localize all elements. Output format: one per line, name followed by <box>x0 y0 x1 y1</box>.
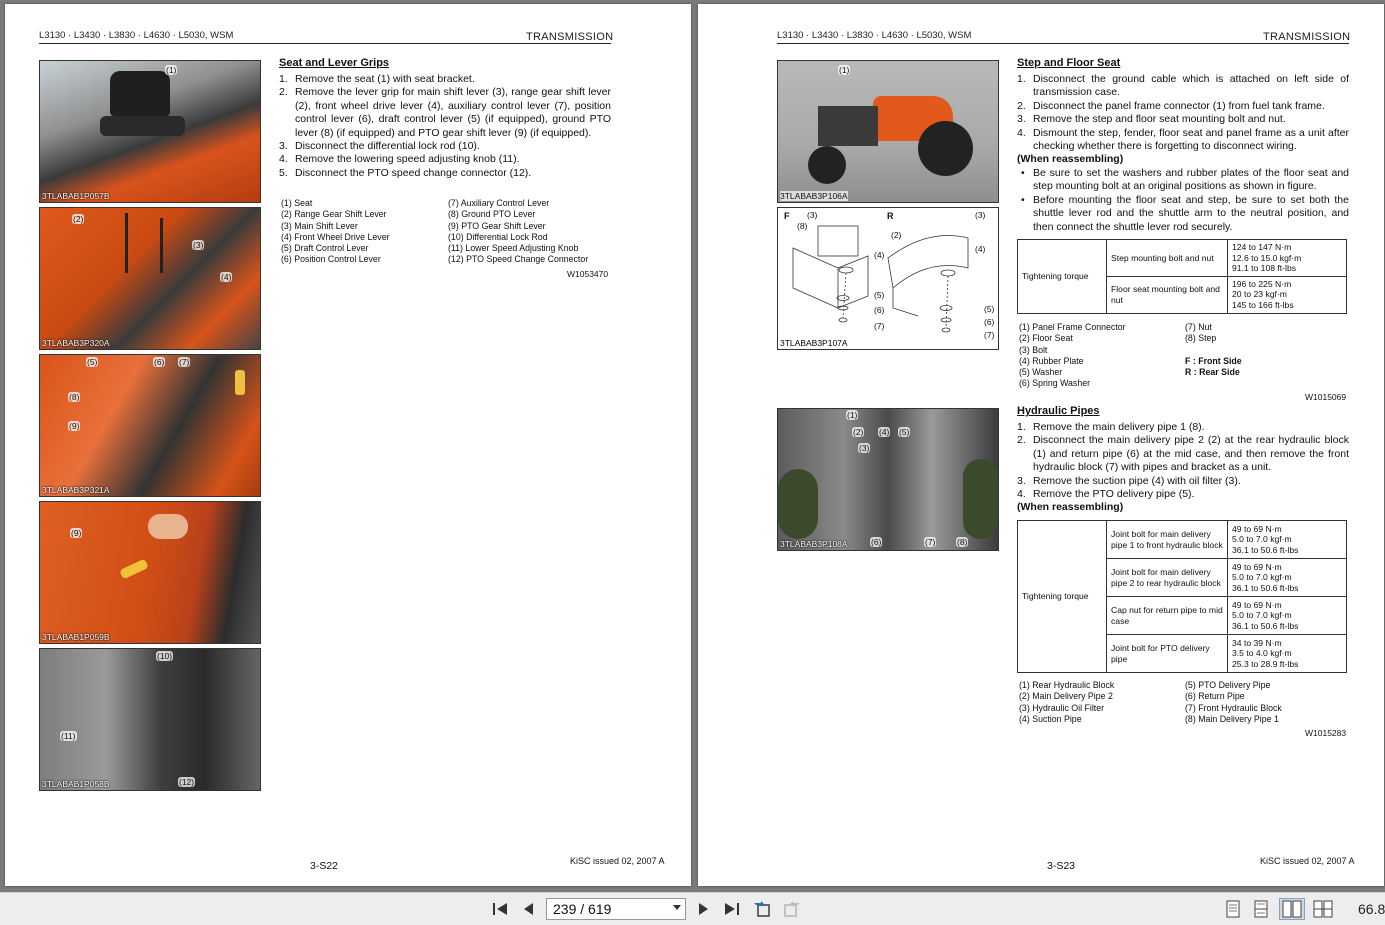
callout: (6) <box>154 357 165 367</box>
front-side-label: F <box>784 211 790 221</box>
photo-levers <box>39 207 261 350</box>
legend-item: R : Rear Side <box>1185 367 1240 378</box>
first-page-icon <box>491 901 509 917</box>
torque-value: 145 to 166 ft-lbs <box>1232 299 1294 310</box>
legend-item: (1) Panel Frame Connector <box>1019 322 1126 332</box>
legend-item: F : Front Side <box>1185 355 1242 366</box>
step-text: Remove the lever grip for main shift lever (3), range gear shift lever (2), front wheel drive lever (4), auxiliary control lever (7), position control lever (6), draft control lever (5) (if equipped), ground PTO lever (8) (if equipped) and PTO gear shift lever (9) (if equipped). <box>295 86 611 139</box>
photo-code: 3TLABAB1P059B <box>42 632 110 642</box>
step-number: 1. <box>279 73 288 85</box>
callout: (7) <box>874 321 885 331</box>
legend-col-left <box>1019 680 1114 725</box>
photo-lever-grips <box>39 354 261 497</box>
step-text: Remove the suction pipe (4) with oil filter (3). <box>1033 474 1241 487</box>
header-rule <box>39 43 611 44</box>
callout: (4) <box>221 272 232 282</box>
step-text: Remove the lowering speed adjusting knob (11). <box>295 153 520 166</box>
callout: (8) <box>957 537 968 547</box>
torque-value: 124 to 147 N·m <box>1232 242 1292 252</box>
callout: (9) <box>71 528 82 538</box>
legend-item: (4) Rubber Plate <box>1019 355 1084 366</box>
last-page-icon <box>723 901 741 917</box>
callout: (2) <box>853 427 864 437</box>
diagram-code: 3TLABAB3P107A <box>780 338 848 348</box>
rear-wheel-shape <box>918 121 973 176</box>
step-number: 2. <box>1017 434 1026 447</box>
continuous-view-button[interactable] <box>1250 898 1272 920</box>
step-number: 2. <box>1017 99 1026 112</box>
knob-shape <box>235 370 245 395</box>
reassembling-label: (When reassembling) <box>1017 501 1124 513</box>
callout: (3) <box>807 210 818 220</box>
step-list <box>279 73 611 180</box>
tire-shape <box>778 469 818 539</box>
forward-view-button[interactable] <box>780 898 804 920</box>
step-text: Disconnect the differential lock rod (10). <box>295 140 480 153</box>
legend-item: (10) Differential Lock Rod <box>448 231 548 242</box>
back-view-button[interactable] <box>750 898 774 920</box>
legend-item: (1) Seat <box>281 198 313 208</box>
callout: (4) <box>975 244 986 254</box>
page-indicator-select[interactable] <box>546 898 686 920</box>
two-page-view-button[interactable] <box>1279 898 1305 920</box>
callout: (5) <box>899 427 910 437</box>
callout: (1) <box>839 65 850 75</box>
callout: (5) <box>874 290 885 300</box>
callout: (5) <box>984 304 995 314</box>
two-page-continuous-icon <box>1313 900 1333 918</box>
torque-values <box>1228 276 1347 313</box>
step-item <box>279 73 611 86</box>
step-number: 5. <box>279 166 288 179</box>
continuous-page-icon <box>1254 900 1268 918</box>
step-text: Remove the PTO delivery pipe (5). <box>1033 488 1195 501</box>
torque-item: Joint bolt for PTO delivery pipe <box>1107 635 1228 673</box>
bullet-item: • Be sure to set the washers and rubber plates of the floor seat and step mounting bolt at an original positions as shown in figure. <box>1017 167 1349 194</box>
prev-page-icon <box>521 901 535 917</box>
callout: (11) <box>61 731 76 741</box>
first-page-button[interactable] <box>488 898 512 920</box>
right-page <box>698 4 1384 886</box>
callout: (4) <box>874 250 885 260</box>
callout: (7) <box>179 357 190 367</box>
callout: (9) <box>69 421 80 431</box>
next-page-button[interactable] <box>692 898 716 920</box>
legend-item: (7) Front Hydraulic Block <box>1185 702 1282 713</box>
step-item <box>1017 488 1349 501</box>
legend-item: (2) Floor Seat <box>1019 333 1073 344</box>
legend-item: (6) Return Pipe <box>1185 691 1245 702</box>
legend-item: (7) Nut <box>1185 322 1212 332</box>
chevron-down-icon <box>673 905 681 910</box>
legend-col-right <box>448 198 588 266</box>
legend-item: (4) Front Wheel Drive Lever <box>281 231 390 242</box>
legend-item: (2) Range Gear Shift Lever <box>281 209 387 220</box>
legend-item: (1) Rear Hydraulic Block <box>1019 680 1115 690</box>
issued-note: KiSC issued 02, 2007 A <box>1260 856 1355 866</box>
next-page-icon <box>697 901 711 917</box>
step-text: Disconnect the PTO speed change connector (12). <box>295 166 532 179</box>
page-indicator-text: 239 / 619 <box>553 901 612 917</box>
torque-value: 5.0 to 7.0 kgf·m <box>1232 610 1292 621</box>
legend-item: (3) Bolt <box>1019 344 1048 355</box>
legend-item: (3) Main Shift Lever <box>281 220 358 231</box>
step-item <box>1017 100 1349 113</box>
callout: (3) <box>975 210 986 220</box>
step-number: 4. <box>1017 126 1026 139</box>
torque-value: 5.0 to 7.0 kgf·m <box>1232 534 1292 545</box>
parts-legend <box>1019 680 1349 728</box>
legend-col-right <box>1185 680 1282 725</box>
photo-code: 3TLABAB1P057B <box>42 191 110 201</box>
torque-values <box>1228 597 1347 635</box>
callout: (2) <box>73 214 84 224</box>
hand-shape <box>148 514 188 539</box>
step-text: Disconnect the panel frame connector (1) from fuel tank frame. <box>1033 99 1325 112</box>
photo-seat <box>39 60 261 203</box>
step-number: 3. <box>279 140 288 153</box>
torque-label: Tightening torque <box>1018 521 1107 673</box>
torque-item: Step mounting bolt and nut <box>1107 240 1228 277</box>
step-number: 4. <box>279 153 288 166</box>
header-models: L3130 · L3430 · L3830 · L4630 · L5030, WSM <box>777 30 972 41</box>
header-rule <box>777 43 1349 44</box>
photo-diff-lock <box>39 648 261 791</box>
front-wheel-shape <box>808 146 846 184</box>
legend-item: (6) Position Control Lever <box>281 254 381 265</box>
section-title: Step and Floor Seat <box>1017 57 1121 69</box>
step-text: Remove the step and floor seat mounting bolt and nut. <box>1033 113 1286 126</box>
torque-item: Floor seat mounting bolt and nut <box>1107 276 1228 313</box>
seat-base-shape <box>100 116 185 136</box>
step-number: 3. <box>1017 474 1026 487</box>
callout: (7) <box>925 537 936 547</box>
step-item <box>1017 434 1349 474</box>
bullet-item: • Before mounting the floor seat and step, be sure to set both the shuttle lever rod and the shuttle arm to the neutral position, and then connect the shuttle lever rod securely. <box>1017 194 1349 234</box>
page-number: 3-S23 <box>1047 860 1076 872</box>
photo-pto-lever <box>39 501 261 644</box>
legend-item: (5) Washer <box>1019 367 1063 378</box>
legend-spacer <box>1185 345 1242 356</box>
single-page-icon <box>1226 900 1240 918</box>
legend-item: (9) PTO Gear Shift Lever <box>448 220 546 231</box>
callout: (2) <box>891 230 902 240</box>
photo-code: 3TLABAB3P321A <box>42 485 110 495</box>
legend-item: (8) Ground PTO Lever <box>448 209 536 220</box>
callout: (10) <box>157 651 173 661</box>
step-text: Remove the seat (1) with seat bracket. <box>295 73 475 85</box>
bullet-list <box>1017 167 1349 234</box>
callout: (12) <box>179 777 195 787</box>
lever-shape <box>160 218 163 273</box>
callout: (6) <box>871 537 882 547</box>
torque-item: Joint bolt for main delivery pipe 1 to front hydraulic block <box>1107 521 1228 559</box>
callout: (3) <box>193 240 204 250</box>
legend-item: (8) Step <box>1185 333 1217 344</box>
step-item <box>1017 73 1349 100</box>
torque-value: 5.0 to 7.0 kgf·m <box>1232 572 1292 583</box>
legend-col-right <box>1185 322 1242 378</box>
step-number: 1. <box>1017 73 1026 85</box>
torque-values <box>1228 559 1347 597</box>
knob-shape <box>119 559 149 580</box>
torque-value: 196 to 225 N·m <box>1232 278 1292 289</box>
callout: (4) <box>879 427 890 437</box>
step-item <box>1017 127 1349 154</box>
header-section: TRANSMISSION <box>1263 31 1351 43</box>
step-item <box>1017 113 1349 126</box>
torque-value: 49 to 69 N·m <box>1232 523 1282 534</box>
tire-shape <box>963 459 998 539</box>
step-list <box>1017 73 1349 153</box>
seat-shape <box>110 71 170 116</box>
step-floor-diagram <box>777 207 999 350</box>
step-item <box>1017 421 1349 434</box>
header-models: L3130 · L3430 · L3830 · L4630 · L5030, WSM <box>39 30 234 41</box>
torque-values <box>1228 240 1347 277</box>
ref-code: W1015069 <box>1305 392 1347 402</box>
legend-item: (5) Draft Control Lever <box>281 243 369 254</box>
step-item <box>1017 475 1349 488</box>
legend-item: (3) Hydraulic Oil Filter <box>1019 702 1105 713</box>
legend-item: (7) Auxiliary Control Lever <box>448 198 550 208</box>
section-title: Seat and Lever Grips <box>279 57 390 69</box>
legend-item: (2) Main Delivery Pipe 2 <box>1019 691 1113 702</box>
torque-label: Tightening torque <box>1018 240 1107 314</box>
callout: (8) <box>69 392 80 402</box>
ref-code: W1015283 <box>1305 728 1347 738</box>
parts-legend <box>281 198 611 268</box>
callout: (1) <box>847 410 858 420</box>
torque-value: 25.3 to 28.9 ft-lbs <box>1232 658 1299 669</box>
photo-tractor <box>777 60 999 203</box>
callout: (6) <box>874 305 885 315</box>
lever-shape <box>125 213 128 273</box>
legend-col-left <box>281 198 390 266</box>
step-item <box>279 140 611 153</box>
callout: (6) <box>984 317 995 327</box>
forward-view-icon <box>782 900 802 918</box>
callout: (8) <box>797 221 808 231</box>
callout: (7) <box>984 330 995 340</box>
callout: (3) <box>859 443 870 453</box>
torque-value: 20 to 23 kgf·m <box>1232 289 1287 300</box>
legend-item: (5) PTO Delivery Pipe <box>1185 680 1271 690</box>
step-text: Dismount the step, fender, floor seat and panel frame as a unit after checking whether there is forgetting to disconnect wiring. <box>1033 126 1349 153</box>
section-title: Hydraulic Pipes <box>1017 405 1100 417</box>
reassembling-label: (When reassembling) <box>1017 153 1124 165</box>
step-number: 1. <box>1017 421 1026 433</box>
torque-table-step-floor <box>1017 239 1347 314</box>
ref-code: W1053470 <box>567 269 609 279</box>
parts-legend <box>1019 322 1349 392</box>
legend-item: (4) Suction Pipe <box>1019 713 1082 724</box>
torque-value: 36.1 to 50.6 ft-lbs <box>1232 620 1299 631</box>
legend-item: (8) Main Delivery Pipe 1 <box>1185 713 1279 724</box>
callout: (5) <box>87 357 98 367</box>
torque-value: 49 to 69 N·m <box>1232 561 1282 572</box>
step-item <box>279 86 611 140</box>
step-number: 2. <box>279 86 288 99</box>
photo-code: 3TLABAB3P320A <box>42 338 110 348</box>
step-text: Disconnect the main delivery pipe 2 (2) at the rear hydraulic block (1) and return pipe (6) at the mid case, and then remove the front hydraulic block (7) with pipes and bracket as a unit. <box>1033 434 1349 474</box>
legend-item: (11) Lower Speed Adjusting Knob <box>448 243 579 254</box>
torque-value: 36.1 to 50.6 ft-lbs <box>1232 582 1299 593</box>
step-item <box>279 167 611 180</box>
photo-code: 3TLABAB1P058B <box>42 779 110 789</box>
prev-page-button[interactable] <box>516 898 540 920</box>
torque-value: 36.1 to 50.6 ft-lbs <box>1232 544 1299 555</box>
torque-values <box>1228 635 1347 673</box>
header-section: TRANSMISSION <box>526 31 614 43</box>
torque-table-hydraulic <box>1017 520 1347 673</box>
step-text: Disconnect the ground cable which is attached on left side of transmission case. <box>1033 73 1349 99</box>
two-page-continuous-button[interactable] <box>1311 898 1335 920</box>
page-number: 3-S22 <box>310 860 339 872</box>
torque-values <box>1228 521 1347 559</box>
torque-value: 12.6 to 15.0 kgf·m <box>1232 252 1302 263</box>
viewer-toolbar <box>0 892 1385 925</box>
last-page-button[interactable] <box>720 898 744 920</box>
torque-value: 91.1 to 108 ft-lbs <box>1232 263 1297 274</box>
two-page-icon <box>1282 900 1302 918</box>
step-number: 4. <box>1017 488 1026 501</box>
torque-item: Cap nut for return pipe to mid case <box>1107 597 1228 635</box>
zoom-level[interactable]: 66.8 <box>1358 901 1385 917</box>
step-number: 3. <box>1017 113 1026 126</box>
photo-code: 3TLABAB3P106A <box>780 191 848 201</box>
rear-side-label: R <box>887 211 894 221</box>
torque-value: 49 to 69 N·m <box>1232 599 1282 610</box>
torque-item: Joint bolt for main delivery pipe 2 to rear hydraulic block <box>1107 559 1228 597</box>
left-page <box>5 4 691 886</box>
photo-hydraulic <box>777 408 999 551</box>
legend-col-left <box>1019 322 1126 390</box>
legend-item: (12) PTO Speed Change Connector <box>448 254 589 265</box>
issued-note: KiSC issued 02, 2007 A <box>570 856 665 866</box>
step-list <box>1017 421 1349 501</box>
tractor-engine-shape <box>818 106 878 146</box>
back-view-icon <box>752 900 772 918</box>
photo-code: 3TLABAB3P108A <box>780 539 848 549</box>
single-page-view-button[interactable] <box>1222 898 1244 920</box>
torque-value: 3.5 to 4.0 kgf·m <box>1232 648 1292 659</box>
step-text: Remove the main delivery pipe 1 (8). <box>1033 421 1205 433</box>
torque-value: 34 to 39 N·m <box>1232 637 1282 648</box>
legend-item: (6) Spring Washer <box>1019 378 1091 389</box>
step-item <box>279 153 611 166</box>
callout: (1) <box>166 65 177 75</box>
diagram-drawing <box>778 208 998 349</box>
